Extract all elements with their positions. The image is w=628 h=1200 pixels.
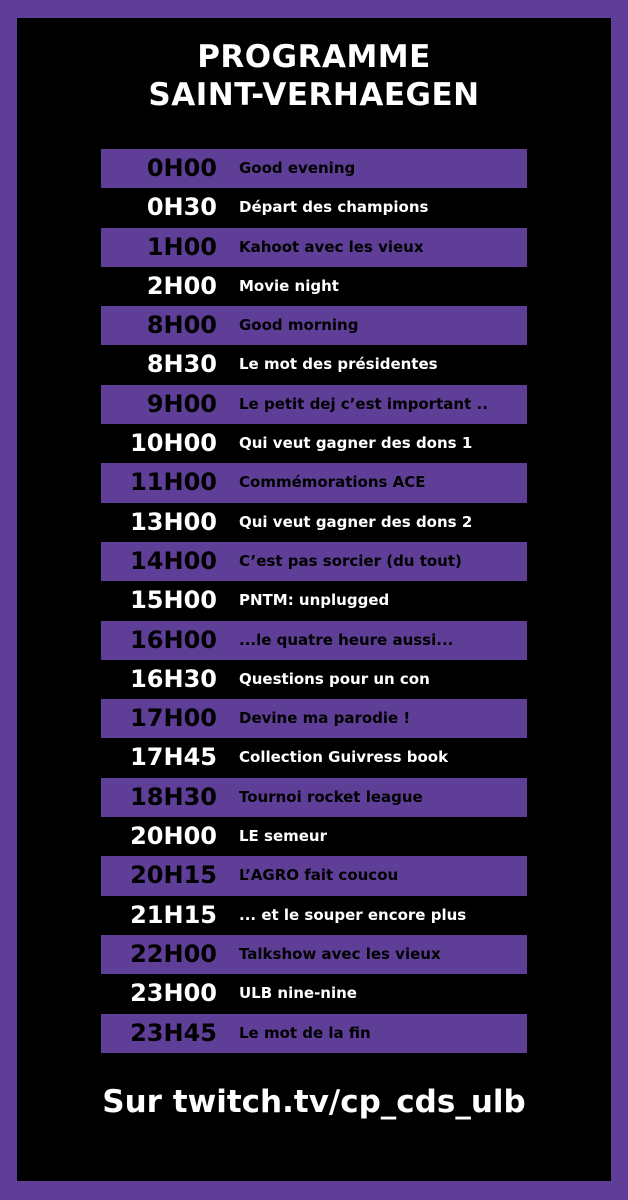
schedule-time: 22H00 — [130, 939, 217, 968]
schedule-time: 0H00 — [146, 154, 217, 182]
schedule-row — [101, 738, 527, 777]
schedule-time: 20H15 — [130, 861, 217, 890]
schedule-row — [101, 188, 527, 227]
schedule-event: LE semeur — [239, 827, 328, 846]
schedule-row — [101, 856, 527, 895]
schedule-row — [101, 621, 527, 660]
schedule-row — [101, 699, 527, 738]
schedule-row — [101, 817, 527, 856]
page-title — [17, 38, 611, 114]
schedule-row — [101, 306, 527, 345]
schedule-time: 20H00 — [130, 822, 217, 851]
schedule-event: Qui veut gagner des dons 1 — [239, 434, 473, 453]
schedule-event: Kahoot avec les vieux — [239, 237, 424, 256]
schedule-event: L’AGRO fait coucou — [239, 866, 399, 885]
schedule-event: Le mot de la fin — [239, 1023, 371, 1042]
schedule-time: 16H00 — [130, 625, 217, 654]
schedule-row — [101, 267, 527, 306]
schedule-row — [101, 935, 527, 974]
schedule-time: 10H00 — [130, 429, 217, 458]
schedule-event: Tournoi rocket league — [239, 787, 423, 806]
schedule-event: Départ des champions — [239, 198, 429, 217]
schedule-event: Good evening — [239, 159, 356, 177]
schedule-row — [101, 503, 527, 542]
schedule-event: Collection Guivress book — [239, 748, 449, 767]
schedule-time: 16H30 — [130, 664, 217, 693]
schedule-row — [101, 542, 527, 581]
schedule-event: Good morning — [239, 316, 359, 335]
schedule-event: Questions pour un con — [239, 669, 430, 688]
title-line-2: SAINT-VERHAEGEN — [148, 77, 480, 113]
schedule-time: 17H00 — [130, 704, 217, 733]
schedule-event: Le petit dej c’est important .. — [239, 394, 488, 413]
schedule-row — [101, 778, 527, 817]
schedule-row — [101, 149, 527, 188]
schedule-event: Qui veut gagner des dons 2 — [239, 512, 473, 531]
schedule-event: Talkshow avec les vieux — [239, 944, 441, 963]
schedule-row — [101, 896, 527, 935]
schedule-row — [101, 385, 527, 424]
schedule-event: Devine ma parodie ! — [239, 709, 411, 728]
schedule-event: ... et le souper encore plus — [239, 905, 467, 924]
schedule-row — [101, 581, 527, 620]
schedule-event: C’est pas sorcier (du tout) — [239, 551, 462, 570]
schedule-time: 23H45 — [130, 1018, 217, 1047]
schedule-time: 17H45 — [130, 743, 217, 772]
schedule-time: 15H00 — [130, 586, 217, 615]
schedule-time: 8H00 — [146, 311, 217, 340]
title-line-1: PROGRAMME — [197, 39, 431, 75]
schedule-row — [101, 345, 527, 384]
schedule-time: 13H00 — [130, 507, 217, 536]
schedule-time: 11H00 — [130, 468, 217, 497]
schedule-time: 9H00 — [146, 389, 217, 418]
schedule-time: 8H30 — [146, 350, 217, 379]
schedule-event: Le mot des présidentes — [239, 355, 438, 374]
schedule-row — [101, 463, 527, 502]
schedule-event: ULB nine-nine — [239, 984, 357, 1003]
schedule-row — [101, 228, 527, 267]
poster-panel — [17, 18, 611, 1181]
schedule-event: ...le quatre heure aussi... — [239, 630, 454, 649]
schedule-list — [101, 149, 527, 1053]
schedule-time: 0H30 — [146, 193, 217, 222]
schedule-time: 1H00 — [146, 232, 217, 261]
schedule-time: 14H00 — [130, 546, 217, 575]
schedule-time: 21H15 — [130, 900, 217, 929]
footer-link-text: Sur twitch.tv/cp_cds_ulb — [102, 1084, 526, 1120]
schedule-event: Commémorations ACE — [239, 473, 426, 492]
schedule-time: 18H30 — [130, 782, 217, 811]
schedule-row — [101, 1014, 527, 1053]
schedule-row — [101, 424, 527, 463]
schedule-event: Movie night — [239, 276, 339, 295]
schedule-time: 23H00 — [130, 979, 217, 1008]
schedule-row — [101, 974, 527, 1013]
schedule-row — [101, 660, 527, 699]
schedule-time: 2H00 — [146, 271, 217, 300]
schedule-event: PNTM: unplugged — [239, 591, 390, 610]
